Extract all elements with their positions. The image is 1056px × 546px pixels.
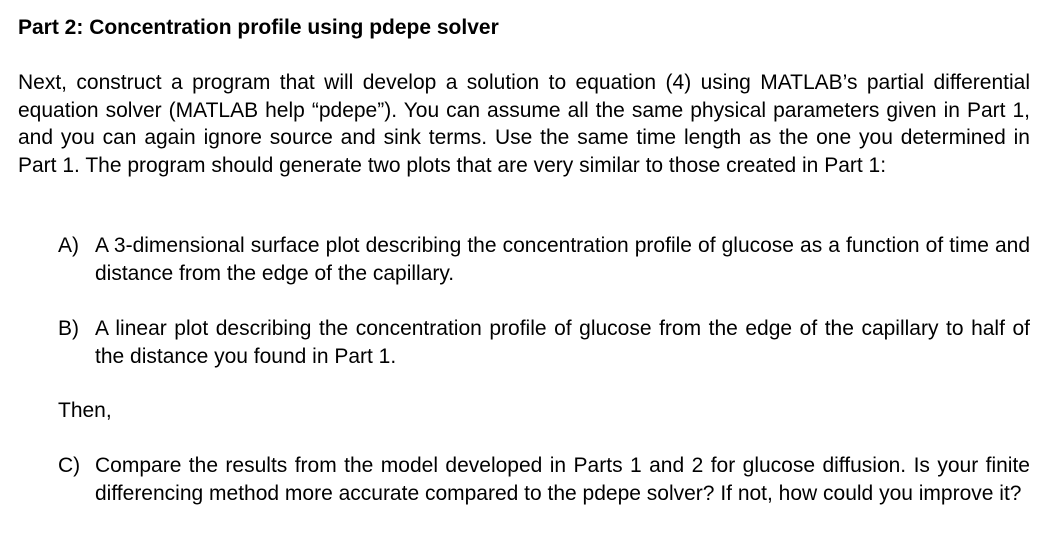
intro-paragraph: Next, construct a program that will develop a solution to equation (4) using MATLAB’s partial differential equation solver (MATLAB help “pdepe”). You can assume all the same physical parameters given in Part 1, and you can again ignore source and sink terms. Use the same time length as the one you determined in Part 1. The program should generate two plots that are very similar to those created in Part 1:: [18, 71, 1030, 177]
list-text-b: A linear plot describing the concentration profile of glucose from the edge of the capillary to half of the distance you found in Part 1.: [95, 317, 1030, 368]
list-text-a: A 3-dimensional surface plot describing the concentration profile of glucose as a function of time and distance from the edge of the capillary.: [95, 234, 1030, 285]
list-item-a: [58, 232, 1030, 287]
list-item-b: [58, 315, 1030, 370]
section-heading: Part 2: Concentration profile using pdepe solver: [18, 16, 499, 39]
list-marker-b: B): [58, 317, 79, 340]
list-item-c: [58, 452, 1030, 507]
list-marker-c: C): [58, 454, 81, 477]
then-label: Then,: [58, 399, 112, 422]
list-text-c: Compare the results from the model developed in Parts 1 and 2 for glucose diffusion. Is your finite differencing method more accurate compared to the pdepe solver? If not, how could you improve it?: [95, 454, 1030, 505]
list-marker-a: A): [58, 234, 79, 257]
